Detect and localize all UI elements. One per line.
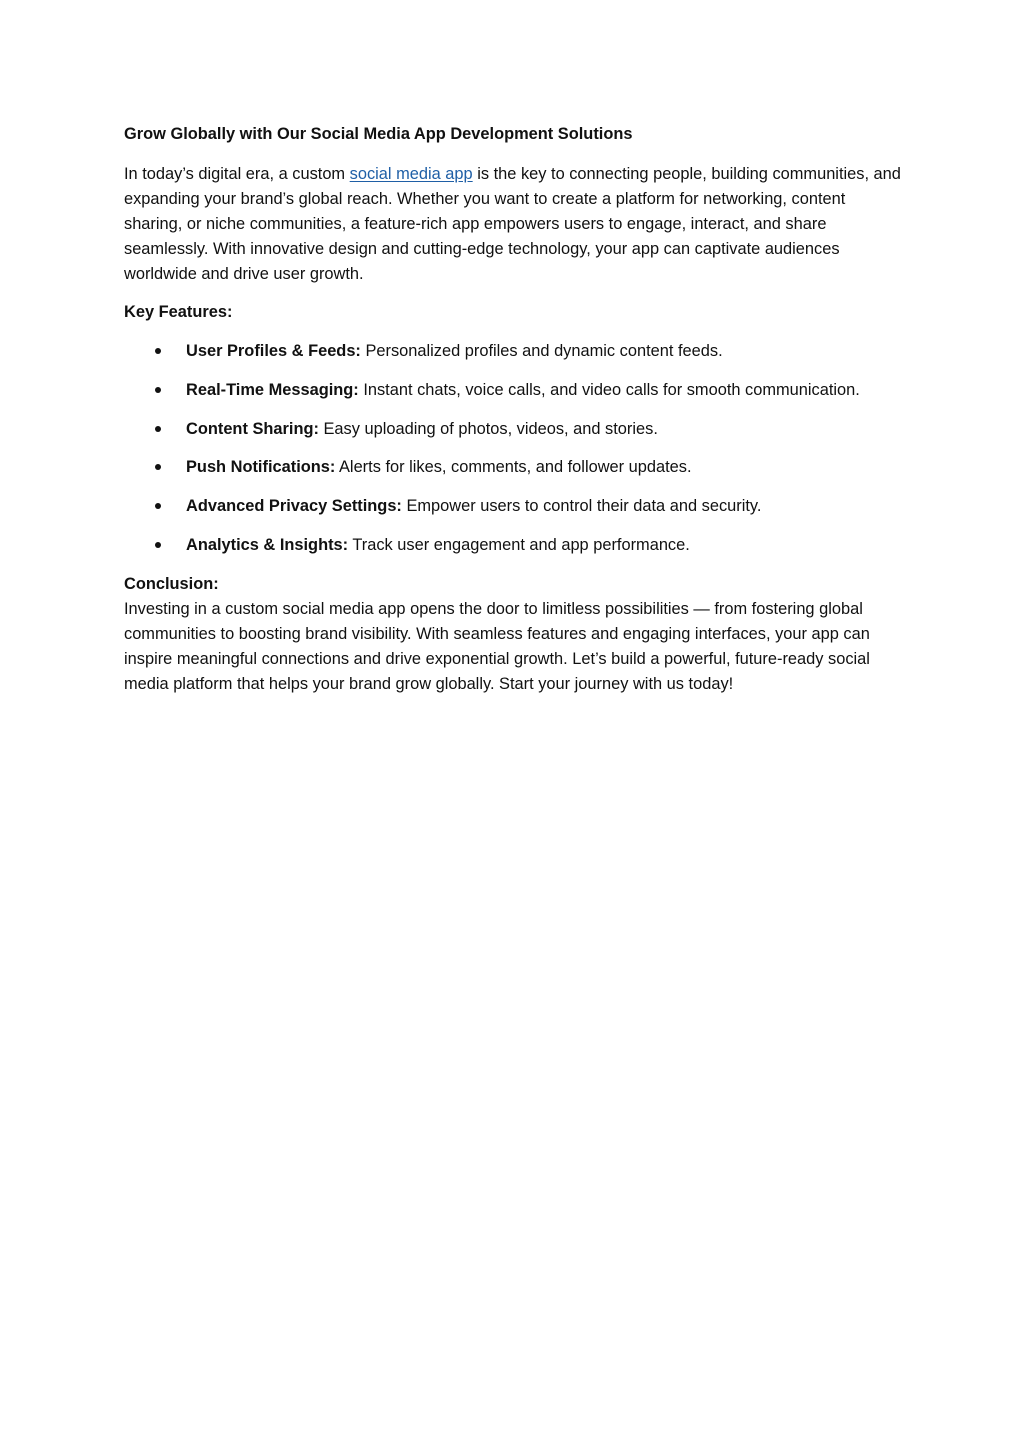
key-features-heading: Key Features: [124, 303, 233, 321]
intro-paragraph [124, 162, 904, 287]
document-title: Grow Globally with Our Social Media App Development Solutions [124, 125, 633, 143]
conclusion-paragraph: Investing in a custom social media app opens the door to limitless possibilities — from fostering global communities to boosting brand visibility. With seamless features and engaging interfaces, your app can inspire meaningful connections and drive exponential growth. Let’s build a powerful, future-ready social media platform that helps your brand grow globally. Start your journey with us today! [124, 599, 870, 693]
feature-label: Advanced Privacy Settings: [186, 497, 402, 516]
feature-label: Analytics & Insights: [186, 535, 349, 554]
bullet-icon [155, 542, 161, 548]
conclusion-heading: Conclusion: [124, 574, 219, 593]
feature-text: Alerts for likes, comments, and follower updates. [335, 458, 692, 477]
intro-text-after-link: is the key to connecting people, building communities, and expanding your brand’s global reach. Whether you want to create a platform for networking, content sharing, or niche communities, a feature-rich app empowers users to engage, interact, and share seamlessly. With innovative design and cutting-edge technology, your app can captivate audiences worldwide and drive user growth. [124, 165, 901, 283]
document-content [124, 120, 904, 697]
feature-item-user-profiles [124, 339, 904, 364]
feature-item-analytics [124, 533, 904, 558]
feature-label: User Profiles & Feeds: [186, 342, 361, 360]
feature-text: Track user engagement and app performance. [348, 535, 690, 554]
feature-label: Real-Time Messaging: [186, 380, 359, 399]
bullet-icon [155, 426, 161, 432]
bullet-icon [155, 348, 161, 354]
bullet-icon [155, 503, 161, 509]
feature-item-privacy-settings [124, 494, 904, 519]
feature-item-push-notifications [124, 455, 904, 480]
features-list [124, 339, 904, 558]
bullet-icon [155, 387, 161, 393]
intro-text-before-link: In today’s digital era, a custom [124, 165, 350, 183]
bullet-icon [155, 464, 161, 470]
feature-item-real-time-messaging [124, 378, 904, 403]
feature-item-content-sharing [124, 417, 904, 442]
feature-label: Push Notifications: [186, 458, 336, 477]
feature-label: Content Sharing: [186, 419, 319, 438]
feature-text: Personalized profiles and dynamic content feeds. [360, 342, 723, 360]
feature-text: Easy uploading of photos, videos, and stories. [318, 419, 658, 438]
social-media-app-link[interactable]: social media app [349, 165, 473, 183]
feature-text: Instant chats, voice calls, and video calls for smooth communication. [358, 380, 860, 399]
feature-text: Empower users to control their data and security. [401, 497, 762, 516]
